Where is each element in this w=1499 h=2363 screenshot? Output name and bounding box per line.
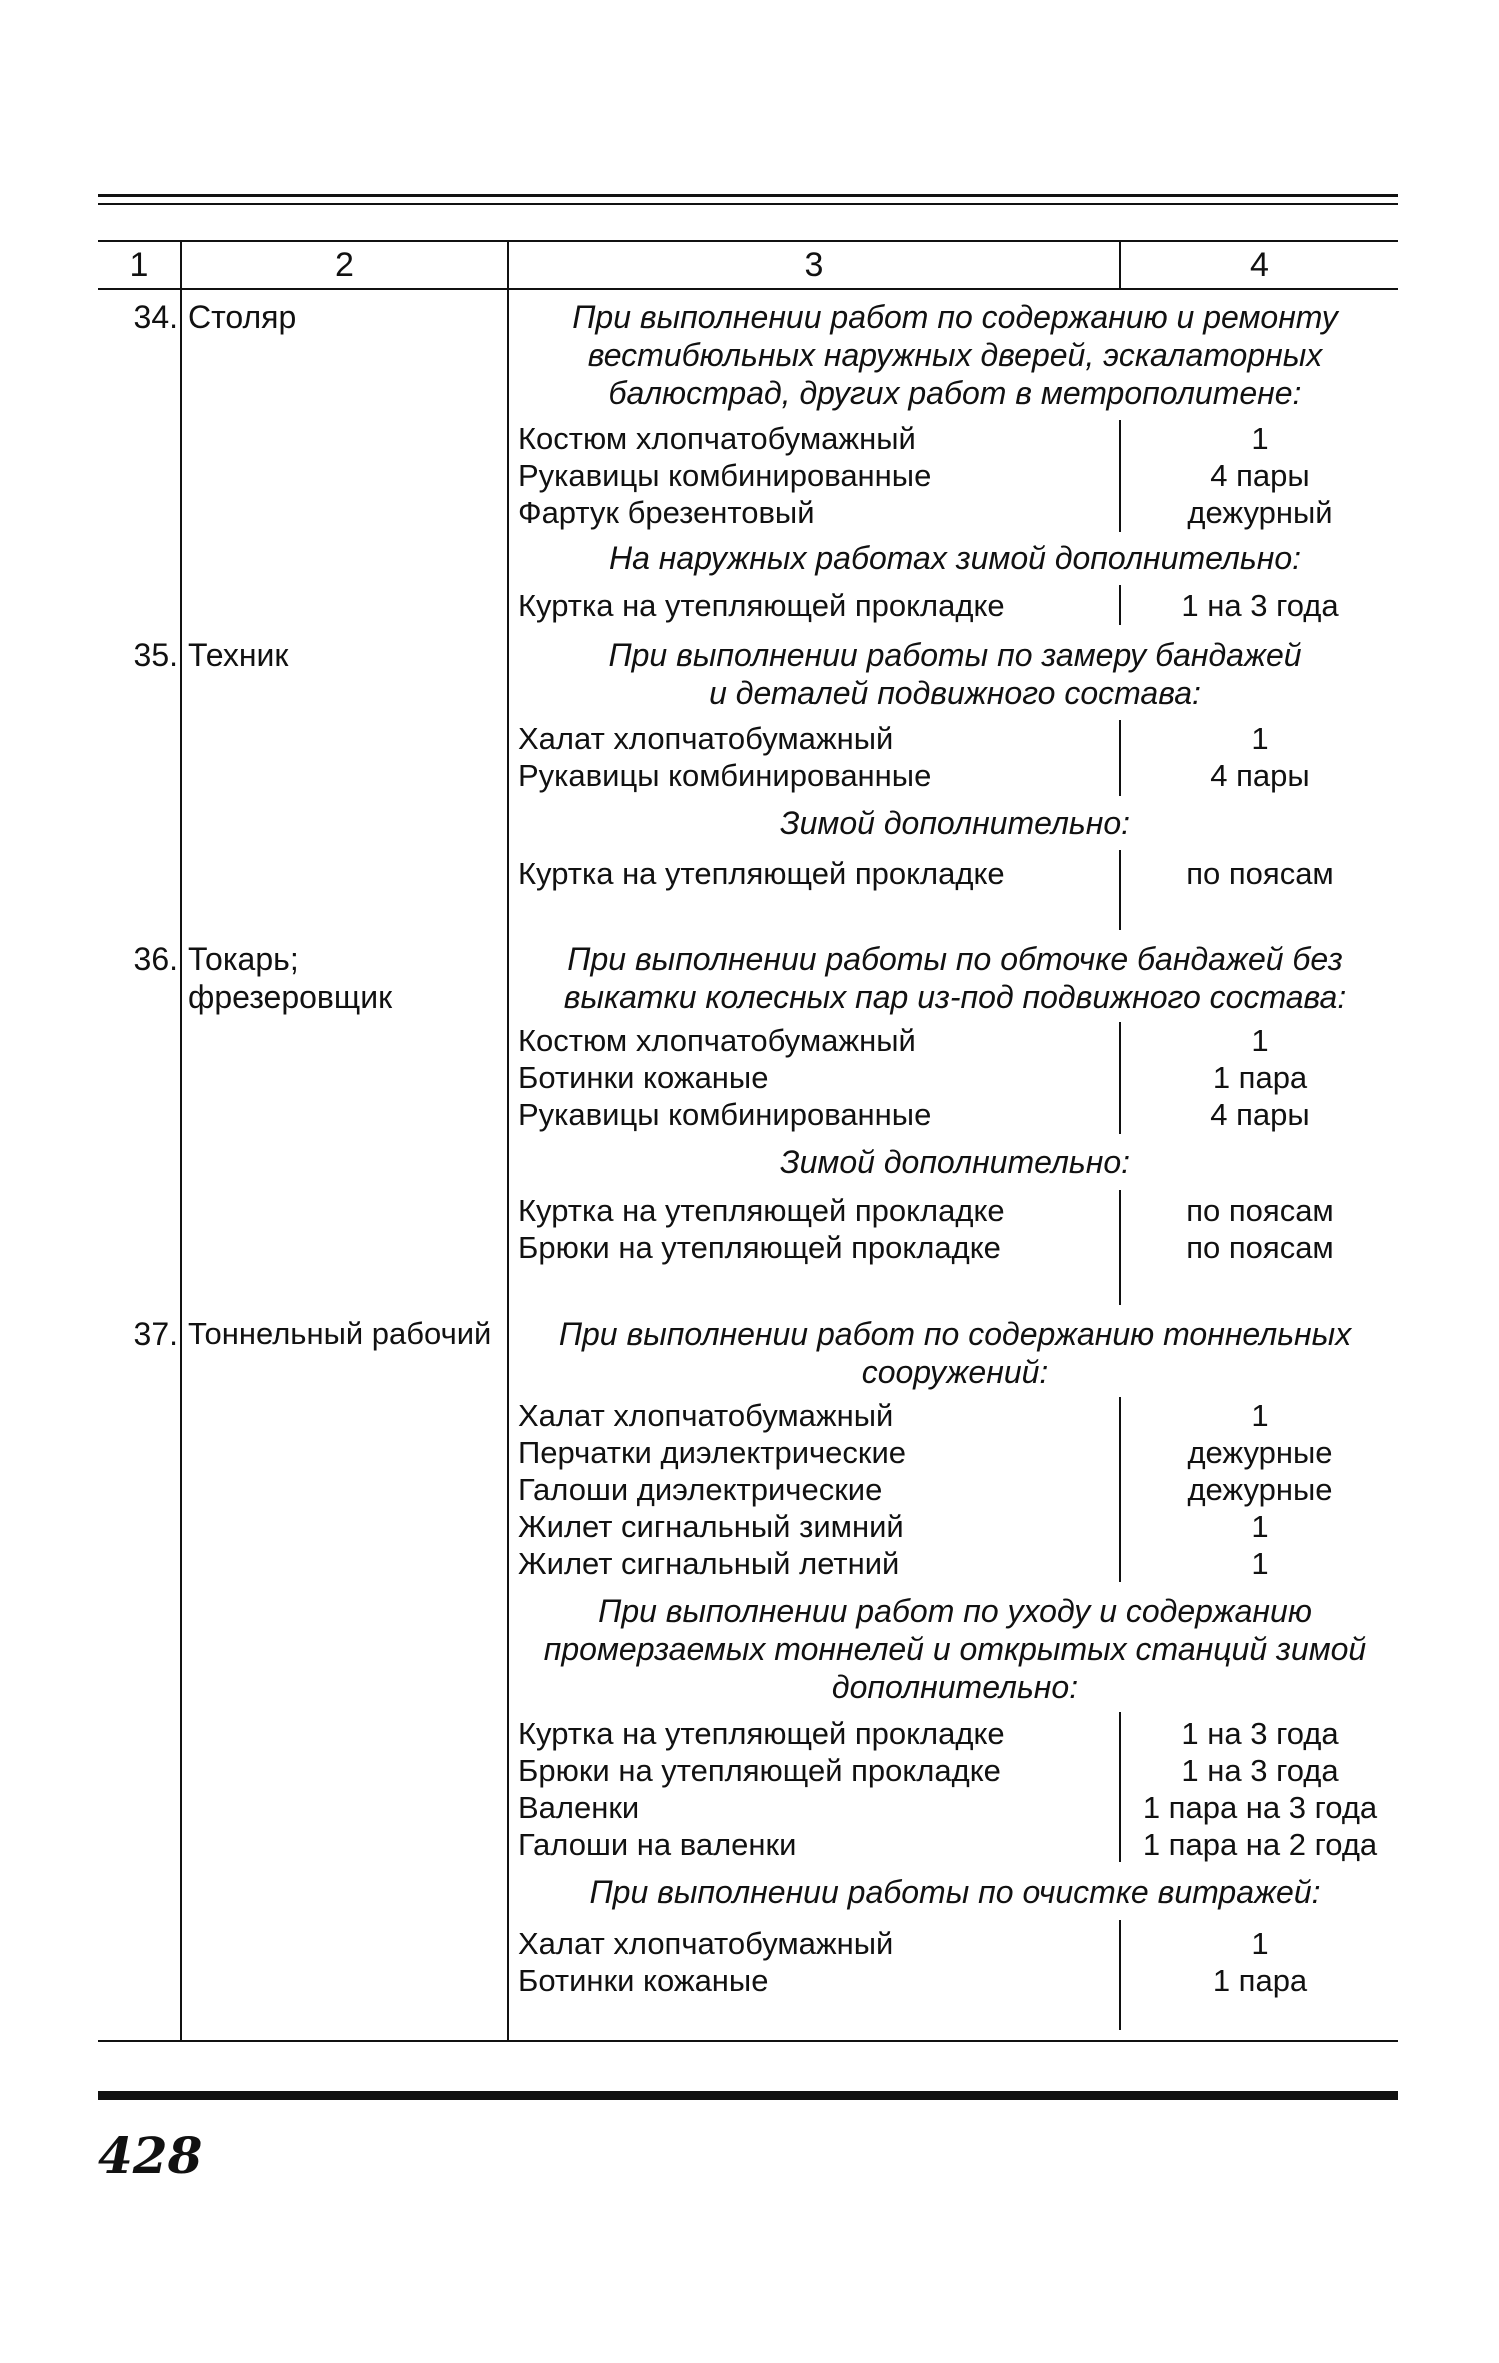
condition-text: и деталей подвижного состава: (709, 675, 1201, 711)
condition-text: балюстрад, других работ в метрополитене: (608, 375, 1302, 411)
condition-text: Зимой дополнительно: (779, 805, 1131, 841)
item-name: Рукавицы комбинированные (518, 1097, 932, 1132)
condition-text: Зимой дополнительно: (779, 1144, 1131, 1180)
item-name: Жилет сигнальный зимний (518, 1509, 904, 1544)
header-col-3: 3 (804, 246, 824, 284)
condition-text: вестибюльных наружных дверей, эскалаторных (587, 337, 1323, 373)
item-name: Халат хлопчатобумажный (518, 1398, 894, 1433)
top-rule-2 (98, 203, 1398, 205)
item-norm: 1 (1251, 1509, 1269, 1544)
norm-divider (1119, 1712, 1121, 1862)
item-name: Перчатки диэлектрические (518, 1435, 907, 1470)
item-norm: по поясам (1186, 1193, 1334, 1228)
condition-text: дополнительно: (831, 1669, 1079, 1705)
row-number: 35. (133, 637, 178, 673)
norm-divider (1119, 1920, 1121, 2030)
footer-rule (98, 2091, 1398, 2100)
item-name: Брюки на утепляющей прокладке (518, 1230, 1001, 1265)
condition-text: При выполнении работы по замеру бандажей (608, 637, 1302, 673)
item-name: Рукавицы комбинированные (518, 458, 932, 493)
item-norm: 1 (1251, 1023, 1269, 1058)
condition-text: При выполнении работы по обточке бандажей без (567, 941, 1343, 977)
item-name: Ботинки кожаные (518, 1963, 769, 1998)
item-name: Костюм хлопчатобумажный (518, 421, 916, 456)
item-name: Галоши на валенки (518, 1827, 797, 1862)
item-name: Ботинки кожаные (518, 1060, 769, 1095)
item-norm: 1 (1251, 1926, 1269, 1961)
norm-divider (1119, 1190, 1121, 1305)
condition-text: сооружений: (861, 1354, 1049, 1390)
item-norm: дежурные (1187, 1435, 1333, 1470)
item-norm: 1 (1251, 421, 1269, 456)
item-norm: по поясам (1186, 1230, 1334, 1265)
item-norm: 1 пара на 3 года (1142, 1790, 1378, 1825)
item-norm: 1 на 3 года (1181, 588, 1339, 623)
item-name: Валенки (518, 1790, 640, 1825)
item-norm: 1 (1251, 1398, 1269, 1433)
item-norm: по поясам (1186, 856, 1334, 891)
item-norm: 1 на 3 года (1181, 1753, 1339, 1788)
row-number: 34. (133, 299, 178, 335)
item-norm: 4 пары (1210, 1097, 1310, 1132)
profession-name: Токарь; (188, 941, 299, 977)
norm-divider (1119, 420, 1121, 532)
item-norm: 1 пара на 2 года (1142, 1827, 1378, 1862)
row-number: 37. (133, 1316, 178, 1352)
header-divider-3 (1119, 240, 1121, 290)
item-norm: 4 пары (1210, 458, 1310, 493)
item-name: Куртка на утепляющей прокладке (518, 856, 1005, 891)
norm-divider (1119, 1397, 1121, 1582)
item-norm: 1 (1251, 1546, 1269, 1581)
condition-text: выкатки колесных пар из‑под подвижного состава: (563, 979, 1347, 1015)
item-name: Галоши диэлектрические (518, 1472, 883, 1507)
condition-text: При выполнении работ по содержанию и ремонту (572, 299, 1338, 335)
item-norm: 1 пара (1212, 1963, 1308, 1998)
profession-name: Техник (188, 637, 289, 673)
condition-text: При выполнении работ по уходу и содержанию (598, 1593, 1312, 1629)
row-number: 36. (133, 941, 178, 977)
item-name: Жилет сигнальный летний (518, 1546, 900, 1581)
profession-name: Тоннельный рабочий (188, 1316, 492, 1351)
norm-divider (1119, 850, 1121, 930)
norm-divider (1119, 585, 1121, 625)
header-bottom-line (98, 288, 1398, 290)
condition-text: При выполнении работы по очистке витражей: (589, 1874, 1321, 1910)
item-norm: 1 на 3 года (1181, 1716, 1339, 1751)
item-norm: дежурные (1187, 1472, 1333, 1507)
top-rule-1 (98, 194, 1398, 197)
item-name: Рукавицы комбинированные (518, 758, 932, 793)
condition-text: промерзаемых тоннелей и открытых станций зимой (543, 1631, 1367, 1667)
item-name: Куртка на утепляющей прокладке (518, 588, 1005, 623)
item-norm: 1 (1251, 721, 1269, 756)
header-col-2: 2 (335, 246, 354, 284)
header-col-4: 4 (1250, 246, 1269, 284)
column-divider-2 (507, 240, 509, 2042)
profession-name: Столяр (188, 299, 297, 335)
item-name: Костюм хлопчатобумажный (518, 1023, 916, 1058)
condition-text: На наружных работах зимой дополнительно: (608, 540, 1302, 576)
item-name: Халат хлопчатобумажный (518, 1926, 894, 1961)
condition-text: При выполнении работ по содержанию тоннельных (558, 1316, 1352, 1352)
page-number: 428 (98, 2126, 203, 2185)
item-name: Куртка на утепляющей прокладке (518, 1716, 1005, 1751)
item-norm: 1 пара (1212, 1060, 1308, 1095)
norm-divider (1119, 1022, 1121, 1134)
item-norm: дежурный (1187, 495, 1333, 530)
item-name: Куртка на утепляющей прокладке (518, 1193, 1005, 1228)
header-top-line (98, 240, 1398, 242)
profession-name: фрезеровщик (188, 979, 393, 1015)
column-divider-1 (180, 240, 182, 2042)
item-name: Фартук брезентовый (518, 495, 815, 530)
item-name: Брюки на утепляющей прокладке (518, 1753, 1001, 1788)
table-bottom-line (98, 2040, 1398, 2042)
item-norm: 4 пары (1210, 758, 1310, 793)
norm-divider (1119, 720, 1121, 796)
header-col-1: 1 (129, 246, 149, 284)
item-name: Халат хлопчатобумажный (518, 721, 894, 756)
